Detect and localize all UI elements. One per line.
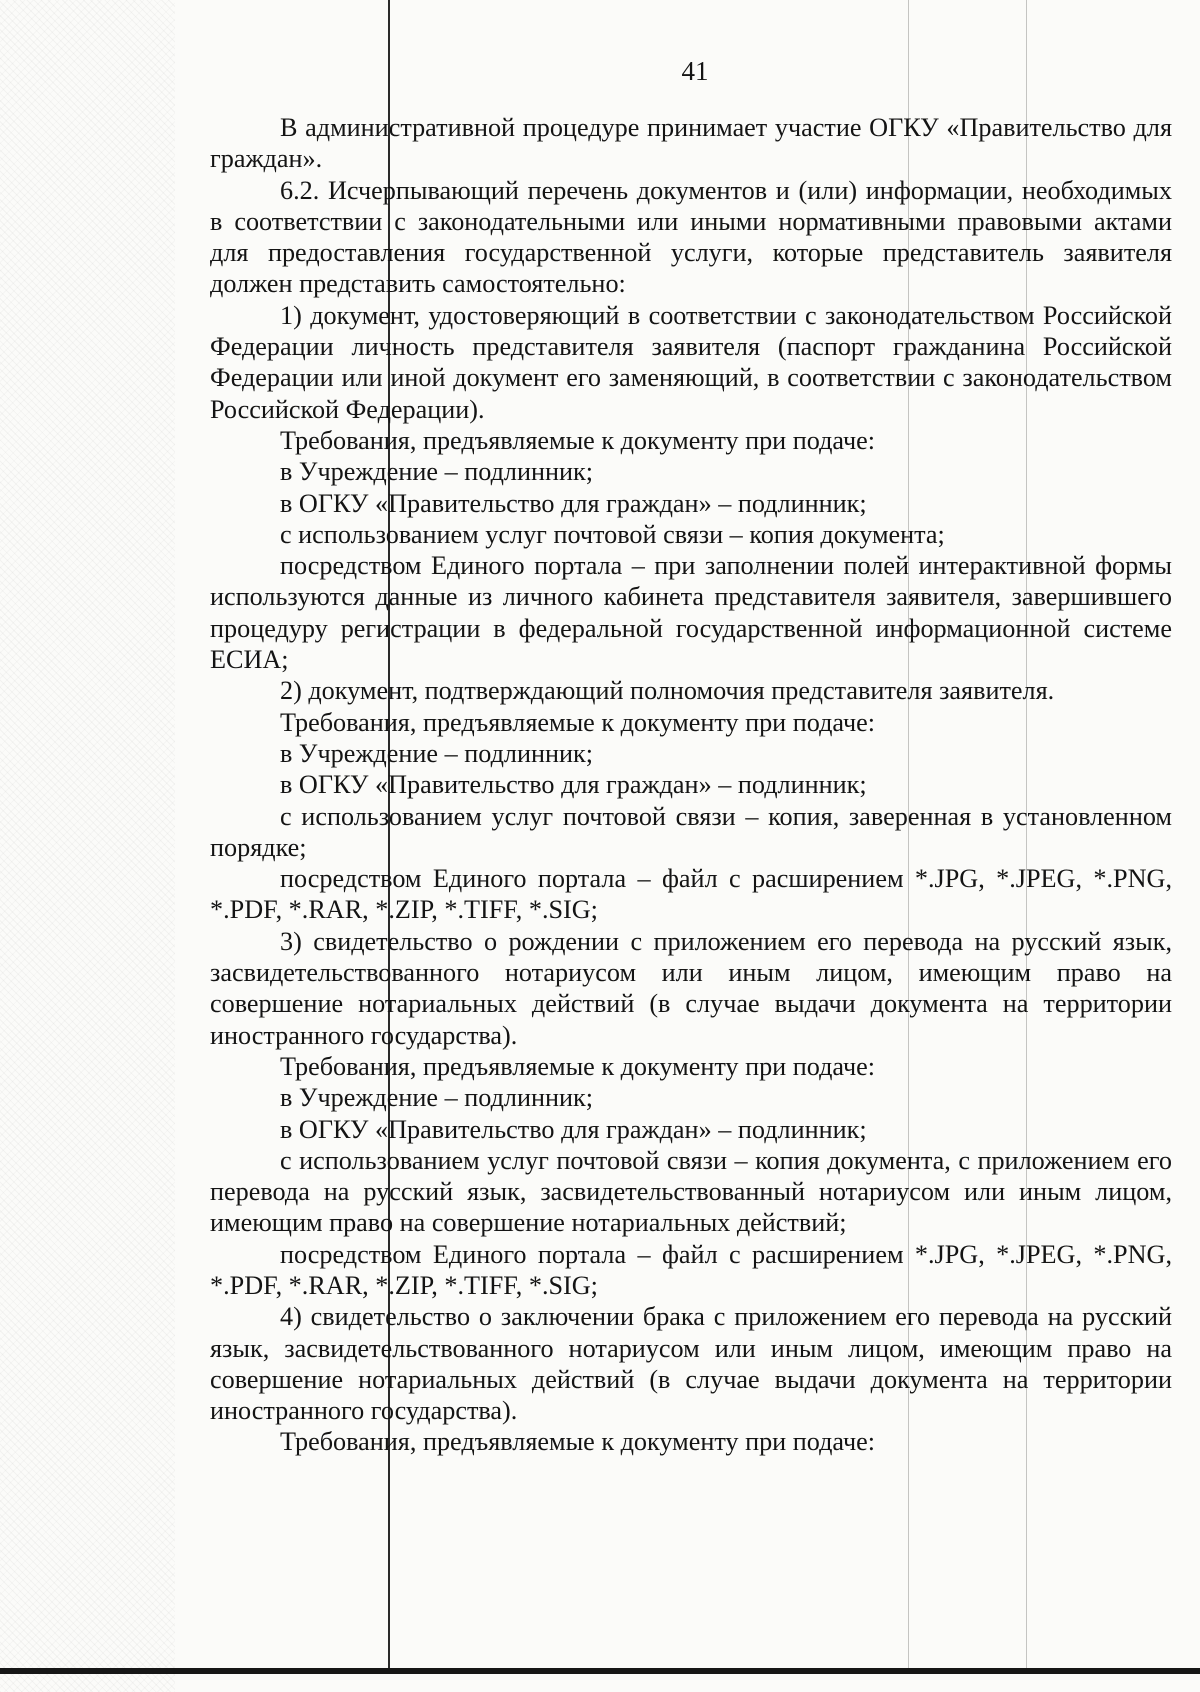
page-bottom-edge — [0, 1668, 1200, 1674]
paragraph: посредством Единого портала – при заполнении полей интерактивной формы используются данные из личного кабинета представителя заявителя, завершившего процедуру регистрации в федеральной государственной информационной системе ЕСИА; — [210, 551, 1172, 675]
paragraph: в Учреждение – подлинник; — [280, 1083, 594, 1113]
paragraph: Требования, предъявляемые к документу при подаче: — [280, 1051, 876, 1081]
paragraph: в Учреждение – подлинник; — [280, 738, 594, 768]
paragraph: с использованием услуг почтовой связи – копия документа, с приложением его перевода на русский язык, засвидетельствованный нотариусом или иным лицом, имеющим право на совершение нотариальных действий; — [210, 1145, 1172, 1238]
paragraph: в ОГКУ «Правительство для граждан» – подлинник; — [280, 488, 867, 518]
paragraph: 4) свидетельство о заключении брака с приложением его перевода на русский язык, засвидетельствованного нотариусом или иным лицом, имеющим право на совершение нотариальных действий (в случае выдачи документа на территории иностранного государства). — [210, 1302, 1172, 1426]
paragraph: посредством Единого портала – файл с расширением *.JPG, *.JPEG, *.PNG, *.PDF, *.RAR, *.ZIP, *.TIFF, *.SIG; — [210, 864, 1172, 925]
paragraph: посредством Единого портала – файл с расширением *.JPG, *.JPEG, *.PNG, *.PDF, *.RAR, *.ZIP, *.TIFF, *.SIG; — [210, 1239, 1172, 1300]
paragraph: Требования, предъявляемые к документу при подаче: — [280, 707, 876, 737]
paragraph: Требования, предъявляемые к документу при подаче: — [280, 425, 876, 455]
page-number: 41 — [681, 56, 709, 86]
paragraph: в ОГКУ «Правительство для граждан» – подлинник; — [280, 770, 867, 800]
paragraph: с использованием услуг почтовой связи – копия документа; — [280, 519, 945, 549]
paragraph: 1) документ, удостоверяющий в соответствии с законодательством Российской Федерации личность представителя заявителя (паспорт гражданина Российской Федерации или иной документ его заменяющий, в соответствии с законодательством Российской Федерации). — [210, 300, 1172, 424]
paragraph: в Учреждение – подлинник; — [280, 457, 594, 487]
paragraph: 2) документ, подтверждающий полномочия представителя заявителя. — [280, 676, 1055, 706]
paragraph: Требования, предъявляемые к документу при подаче: — [280, 1427, 876, 1457]
paragraph: с использованием услуг почтовой связи – копия, заверенная в установленном порядке; — [210, 801, 1172, 862]
paragraph: 3) свидетельство о рождении с приложением его перевода на русский язык, засвидетельствованного нотариусом или иным лицом, имеющим право на совершение нотариальных действий (в случае выдачи документа на территории иностранного государства). — [210, 926, 1172, 1050]
scan-noise-margin — [0, 0, 175, 1692]
document-body — [210, 112, 1172, 1458]
paragraph: 6.2. Исчерпывающий перечень документов и (или) информации, необходимых в соответствии с законодательными или иными нормативными правовыми актами для предоставления государственной услуги, которые представитель заявителя должен представить самостоятельно: — [210, 175, 1172, 299]
paragraph: в ОГКУ «Правительство для граждан» – подлинник; — [280, 1114, 867, 1144]
paragraph: В административной процедуре принимает участие ОГКУ «Правительство для граждан». — [210, 113, 1172, 174]
